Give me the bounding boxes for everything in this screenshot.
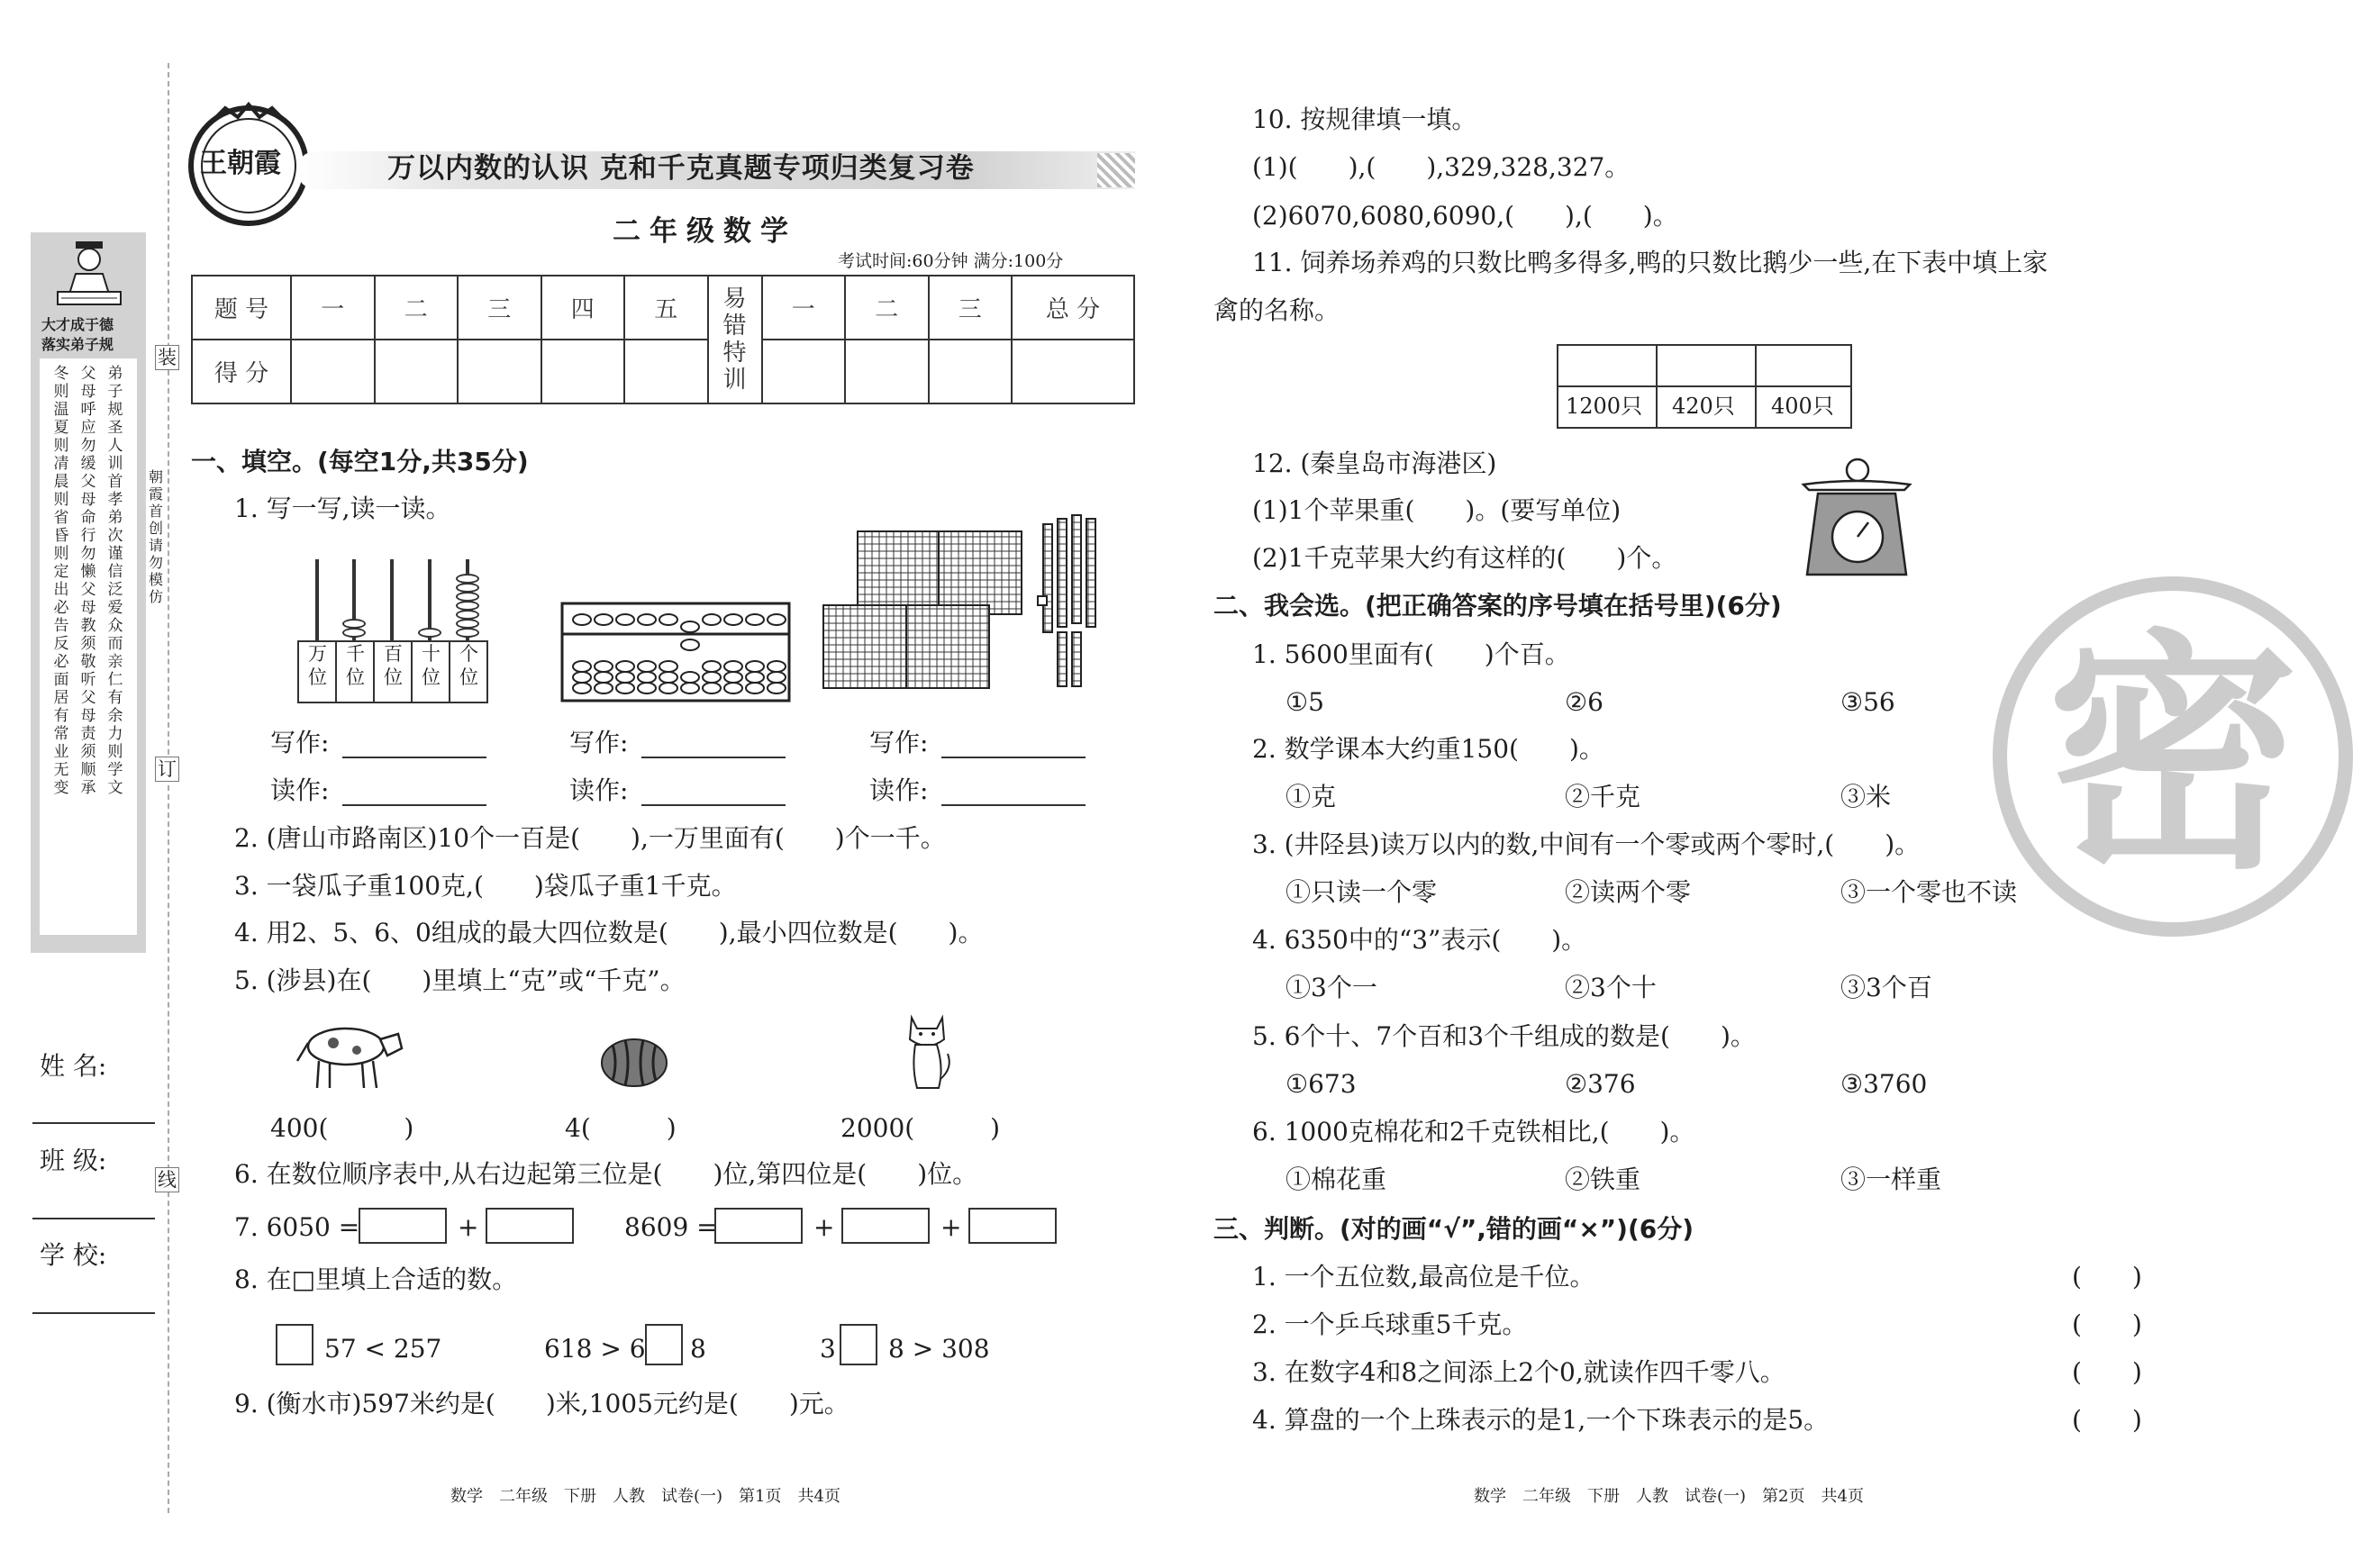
q8-item-4: 3 [820,1334,836,1364]
q1: 1. 写一写,读一读。 [234,494,451,523]
q12-2: (2)1千克苹果大约有这样的( )个。 [1252,543,1677,573]
scale-with-apple-icon [1798,454,1915,580]
s2-q1-opt3[interactable]: ③56 [1840,687,1895,717]
sidebar-col-1: 弟子规圣人训首孝弟次谨信泛爱众而亲仁有余力则学文 [107,365,123,797]
write-label-2: 写作: [569,728,629,757]
score-cell[interactable] [929,340,1013,403]
watermelon-icon [598,1036,670,1088]
score-head-10: 总 分 [1012,276,1134,340]
s3-q4-answer[interactable]: ( ) [2072,1405,2142,1435]
score-head-7: 一 [762,276,846,340]
write-label-1: 写作: [270,728,330,757]
score-cell[interactable] [291,340,375,403]
s2-q1-opt2[interactable]: ②6 [1565,687,1603,717]
q12: 12. (秦皇岛市海港区) [1252,449,1497,478]
read-field-2[interactable] [641,804,786,806]
q7-box-4[interactable] [841,1208,930,1244]
place-label-wan: 万位 [299,642,337,702]
place-label-bai: 百位 [375,642,413,702]
s2-q3-opt3[interactable]: ③一个零也不读 [1840,877,2018,907]
q7-box-3[interactable] [714,1208,803,1244]
poultry-value-2: 420只 [1672,394,1735,419]
q8-item-2: 618 > 6 [544,1334,646,1364]
section3-heading: 三、判断。(对的画“√”,错的画“×”)(6分) [1213,1214,1694,1244]
score-cell[interactable] [762,340,846,403]
place-label-ge: 个位 [459,643,478,688]
score-head-0: 题 号 [192,276,291,340]
banner-dots [1097,153,1135,187]
name-field[interactable] [32,1122,155,1124]
s2-q3-opt1[interactable]: ①只读一个零 [1286,877,1438,907]
scholar-figure-icon [54,240,124,312]
q12-1: (1)1个苹果重( )。(要写单位) [1252,495,1622,525]
s3-q3: 3. 在数字4和8之间添上2个0,就读作四千零八。 [1252,1357,1785,1387]
q8: 8. 在□里填上合适的数。 [234,1264,518,1294]
score-label: 得 分 [192,340,291,403]
q5-item-1: 400( ) [270,1113,414,1143]
school-field[interactable] [32,1312,155,1314]
secret-stamp-text: 密 [2047,610,2299,903]
score-table [191,275,1135,404]
bind-mark-2: 订 [155,757,179,782]
score-head-2: 二 [375,276,459,340]
q4: 4. 用2、5、6、0组成的最大四位数是( ),最小四位数是( )。 [234,918,984,947]
section2-heading: 二、我会选。(把正确答案的序号填在括号里)(6分) [1213,591,1782,621]
footer-left: 数学 二年级 下册 人教 试卷(一) 第1页 共4页 [450,1487,840,1506]
place-label-qian: 千位 [337,642,375,702]
s3-q1: 1. 一个五位数,最高位是千位。 [1252,1262,1595,1292]
school-label: 学 校: [40,1240,107,1270]
class-field[interactable] [32,1218,155,1219]
s3-q4: 4. 算盘的一个上珠表示的是1,一个下珠表示的是5。 [1252,1405,1830,1435]
write-field-1[interactable] [342,757,486,758]
q7-left: 7. 6050 = [234,1212,360,1242]
q3: 3. 一袋瓜子重100克,( )袋瓜子重1千克。 [234,871,737,901]
q8-item-3: 8 [690,1334,706,1364]
bind-mark-3: 线 [155,1167,179,1192]
score-cell[interactable] [541,340,625,403]
q10: 10. 按规律填一填。 [1252,104,1477,134]
read-label-3: 读作: [869,775,929,805]
base-ten-blocks [822,515,1119,706]
q7-plus-2: + [813,1212,835,1242]
s2-q2: 2. 数学课本大约重150( )。 [1252,734,1604,764]
q8-box-3[interactable] [840,1324,877,1365]
q7-plus-1: + [458,1212,479,1242]
write-label-3: 写作: [869,728,929,757]
score-cell[interactable] [375,340,459,403]
q7-plus-3: + [940,1212,962,1242]
s2-q5-opt1[interactable]: ①673 [1286,1069,1357,1099]
s2-q3-opt2[interactable]: ②读两个零 [1565,877,1692,907]
q8-box-1[interactable] [276,1324,313,1365]
s2-q6-opt2[interactable]: ②铁重 [1565,1165,1641,1194]
s3-q1-answer[interactable]: ( ) [2072,1262,2142,1292]
q7-box-1[interactable] [359,1208,447,1244]
sidebar-motto-1: 大才成于德 [41,316,114,333]
name-label: 姓 名: [40,1051,107,1081]
q5-item-2: 4( ) [565,1113,677,1143]
s3-q2: 2. 一个乒乓球重5千克。 [1252,1310,1528,1339]
s2-q4-opt1[interactable]: ①3个一 [1286,973,1377,1002]
footer-right: 数学 二年级 下册 人教 试卷(一) 第2页 共4页 [1474,1487,1864,1506]
sidebar-col-3: 冬则温夏则凊晨则省昏则定出必告反必面居有常业无变 [53,365,69,797]
q8-item-1: 57 < 257 [324,1334,442,1364]
score-head-3: 三 [458,276,541,340]
score-head-5: 五 [624,276,708,340]
s3-q3-answer[interactable]: ( ) [2072,1357,2142,1387]
s2-q5-opt3[interactable]: ③3760 [1840,1069,1928,1099]
score-head-8: 二 [845,276,929,340]
s3-q2-answer[interactable]: ( ) [2072,1310,2142,1339]
q7-box-5[interactable] [968,1208,1057,1244]
s2-q6-opt3[interactable]: ③一样重 [1840,1165,1942,1194]
s2-q2-opt2[interactable]: ②千克 [1565,782,1641,811]
place-label-shi: 十位 [413,642,450,702]
s2-q5-opt2[interactable]: ②376 [1565,1069,1636,1099]
s2-q2-opt3[interactable]: ③米 [1840,782,1892,811]
logo-text: 王朝霞 [200,148,281,179]
binding-line [168,63,169,1513]
s2-q4-opt3[interactable]: ③3个百 [1840,973,1932,1002]
score-head-1: 一 [291,276,375,340]
score-head-4: 四 [541,276,625,340]
score-cell[interactable] [624,340,708,403]
poultry-value-1: 1200只 [1566,394,1643,419]
suanpan-abacus [560,602,791,702]
s2-q2-opt1[interactable]: ①克 [1286,782,1337,811]
s2-q4-opt2[interactable]: ②3个十 [1565,973,1657,1002]
page-title: 万以内数的认识 克和千克真题专项归类复习卷 [387,152,975,185]
score-head-9: 三 [929,276,1013,340]
write-field-3[interactable] [941,757,1086,758]
s2-q5: 5. 6个十、7个百和3个千组成的数是( )。 [1252,1021,1756,1051]
cow-icon [294,1016,405,1092]
secret-stamp [1993,576,2299,955]
q11-line1: 11. 饲养场养鸡的只数比鸭多得多,鸭的只数比鹅少一些,在下表中填上家 [1252,248,2049,277]
vertical-note: 朝霞首创 请勿模仿 [148,468,163,605]
q6: 6. 在数位顺序表中,从右边起第三位是( )位,第四位是( )位。 [234,1159,978,1189]
q10-2: (2)6070,6080,6090,( ),( )。 [1252,201,1678,231]
sidebar-motto-2: 落实弟子规 [41,336,114,353]
read-label-2: 读作: [569,775,629,805]
s2-q1: 1. 5600里面有( )个百。 [1252,639,1570,669]
q7-right: 8609 = [624,1212,718,1242]
read-field-1[interactable] [342,804,486,806]
subject-title: 二年级数学 [613,215,797,248]
write-field-2[interactable] [641,757,786,758]
section1-heading: 一、填空。(每空1分,共35分) [191,447,529,476]
s2-q6-opt1[interactable]: ①棉花重 [1286,1165,1387,1194]
q9: 9. (衡水市)597米约是( )米,1005元约是( )元。 [234,1389,849,1418]
q10-1: (1)( ),( ),329,328,327。 [1252,152,1631,182]
q7-box-2[interactable] [486,1208,574,1244]
read-field-3[interactable] [941,804,1086,806]
s2-q3: 3. (井陉县)读万以内的数,中间有一个零或两个零时,( )。 [1252,829,1921,859]
q11-line2: 禽的名称。 [1213,295,1340,325]
poultry-value-3: 400只 [1771,394,1834,419]
score-cell[interactable] [458,340,541,403]
sidebar-col-2: 父母呼应勿缓父母命行勿懒父母教须敬听父母责须顺承 [80,365,96,797]
q2: 2. (唐山市路南区)10个一百是( ),一万里面有( )个一千。 [234,823,946,853]
s2-q4: 4. 6350中的“3”表示( )。 [1252,925,1587,955]
exam-info: 考试时间:60分钟 满分:100分 [838,251,1064,271]
cat-icon [904,1014,955,1092]
score-cell[interactable] [1012,340,1134,403]
q8-item-5: 8 > 308 [888,1334,990,1364]
score-cell[interactable] [845,340,929,403]
counting-frame [297,559,488,703]
poultry-table [1557,344,1852,429]
q5-item-3: 2000( ) [840,1113,1001,1143]
score-head-6: 易错特训 [708,276,762,403]
q5: 5. (涉县)在( )里填上“克”或“千克”。 [234,965,686,995]
bind-mark-1: 装 [155,345,179,370]
read-label-1: 读作: [270,775,330,805]
s2-q6: 6. 1000克棉花和2千克铁相比,( )。 [1252,1117,1695,1147]
s2-q1-opt1[interactable]: ①5 [1286,687,1324,717]
q8-box-2[interactable] [645,1324,683,1365]
class-label: 班 级: [40,1146,107,1175]
